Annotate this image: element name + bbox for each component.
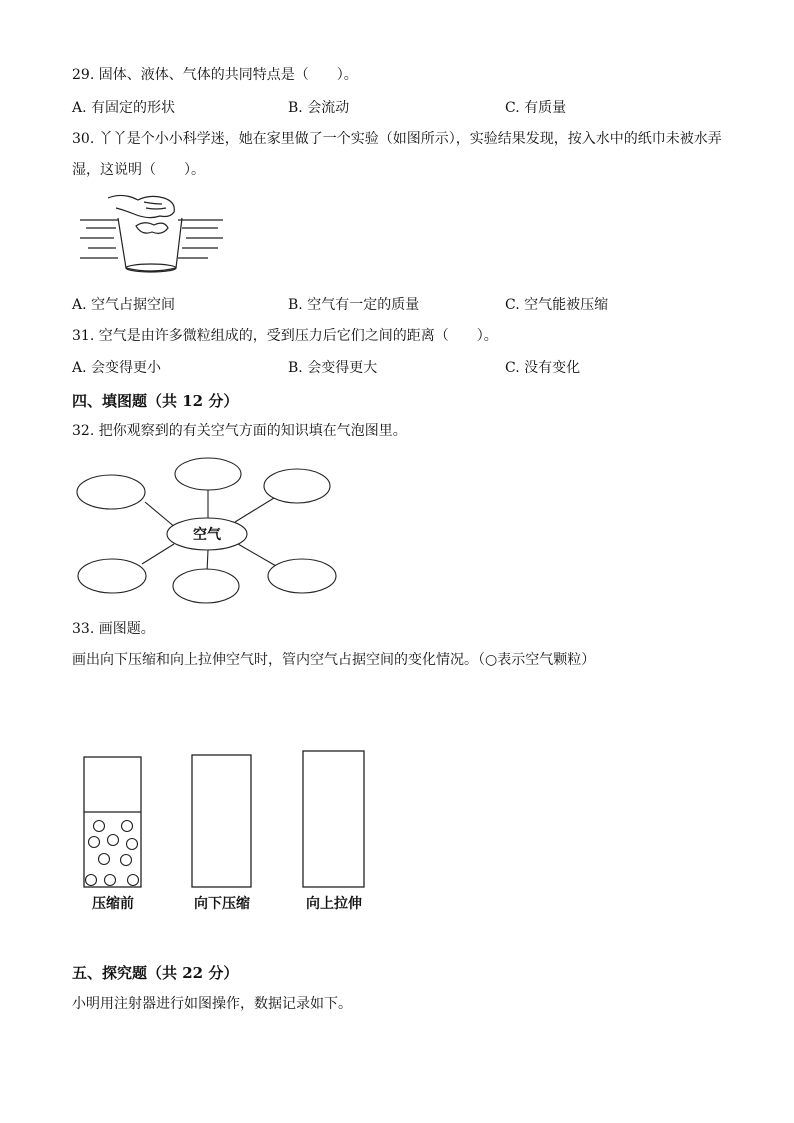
q31-option-c: C. 没有变化 bbox=[505, 360, 581, 376]
tube-before-compression bbox=[84, 757, 141, 887]
bubble-center-label: 空气 bbox=[193, 527, 221, 543]
tube-diagrams bbox=[72, 745, 382, 920]
q30-option-a: A. 空气占据空间 bbox=[72, 297, 176, 313]
q30-stem-line2: 湿，这说明（ ）。 bbox=[72, 162, 205, 178]
q33-stem: 33. 画图题。 bbox=[72, 621, 155, 637]
label-compress-down: 向下压缩 bbox=[194, 896, 250, 912]
q30-option-b: B. 空气有一定的质量 bbox=[288, 297, 420, 313]
bubble-top-middle bbox=[175, 458, 241, 490]
bubble-top-left bbox=[77, 475, 145, 509]
q31-stem: 31. 空气是由许多微粒组成的，受到压力后它们之间的距离（ ）。 bbox=[72, 328, 498, 344]
q29-stem: 29. 固体、液体、气体的共同特点是（ ）。 bbox=[72, 67, 358, 83]
label-before-compression: 压缩前 bbox=[92, 896, 134, 912]
q33-instruction: 画出向下压缩和向上拉伸空气时，管内空气占据空间的变化情况。（○表示空气颗粒） bbox=[72, 652, 596, 668]
q29-option-b: B. 会流动 bbox=[288, 100, 350, 116]
bubble-top-right bbox=[264, 469, 330, 503]
q30-experiment-illustration bbox=[78, 190, 228, 275]
tube-stretch-up bbox=[303, 751, 364, 887]
section-5-heading: 五、探究题（共 22 分） bbox=[72, 964, 239, 982]
tube-compress-down bbox=[192, 755, 251, 887]
q30-option-c: C. 空气能被压缩 bbox=[505, 297, 609, 313]
section-4-heading: 四、填图题（共 12 分） bbox=[72, 392, 239, 410]
bubble-map-diagram bbox=[70, 452, 345, 612]
q31-option-b: B. 会变得更大 bbox=[288, 360, 378, 376]
air-particles bbox=[86, 821, 139, 886]
label-stretch-up: 向上拉伸 bbox=[306, 896, 362, 912]
q29-option-a: A. 有固定的形状 bbox=[72, 100, 176, 116]
section-5-intro: 小明用注射器进行如图操作，数据记录如下。 bbox=[72, 996, 352, 1012]
q30-stem-line1: 30. 丫丫是个小小科学迷，她在家里做了一个实验（如图所示），实验结果发现，按入水中的纸巾未被水弄 bbox=[72, 131, 722, 147]
q31-option-a: A. 会变得更小 bbox=[72, 360, 162, 376]
bubble-bottom-right bbox=[268, 559, 336, 593]
bubble-bottom-middle bbox=[173, 569, 239, 603]
q29-option-c: C. 有质量 bbox=[505, 100, 567, 116]
bubble-bottom-left bbox=[78, 559, 146, 593]
q32-stem: 32. 把你观察到的有关空气方面的知识填在气泡图里。 bbox=[72, 423, 407, 439]
